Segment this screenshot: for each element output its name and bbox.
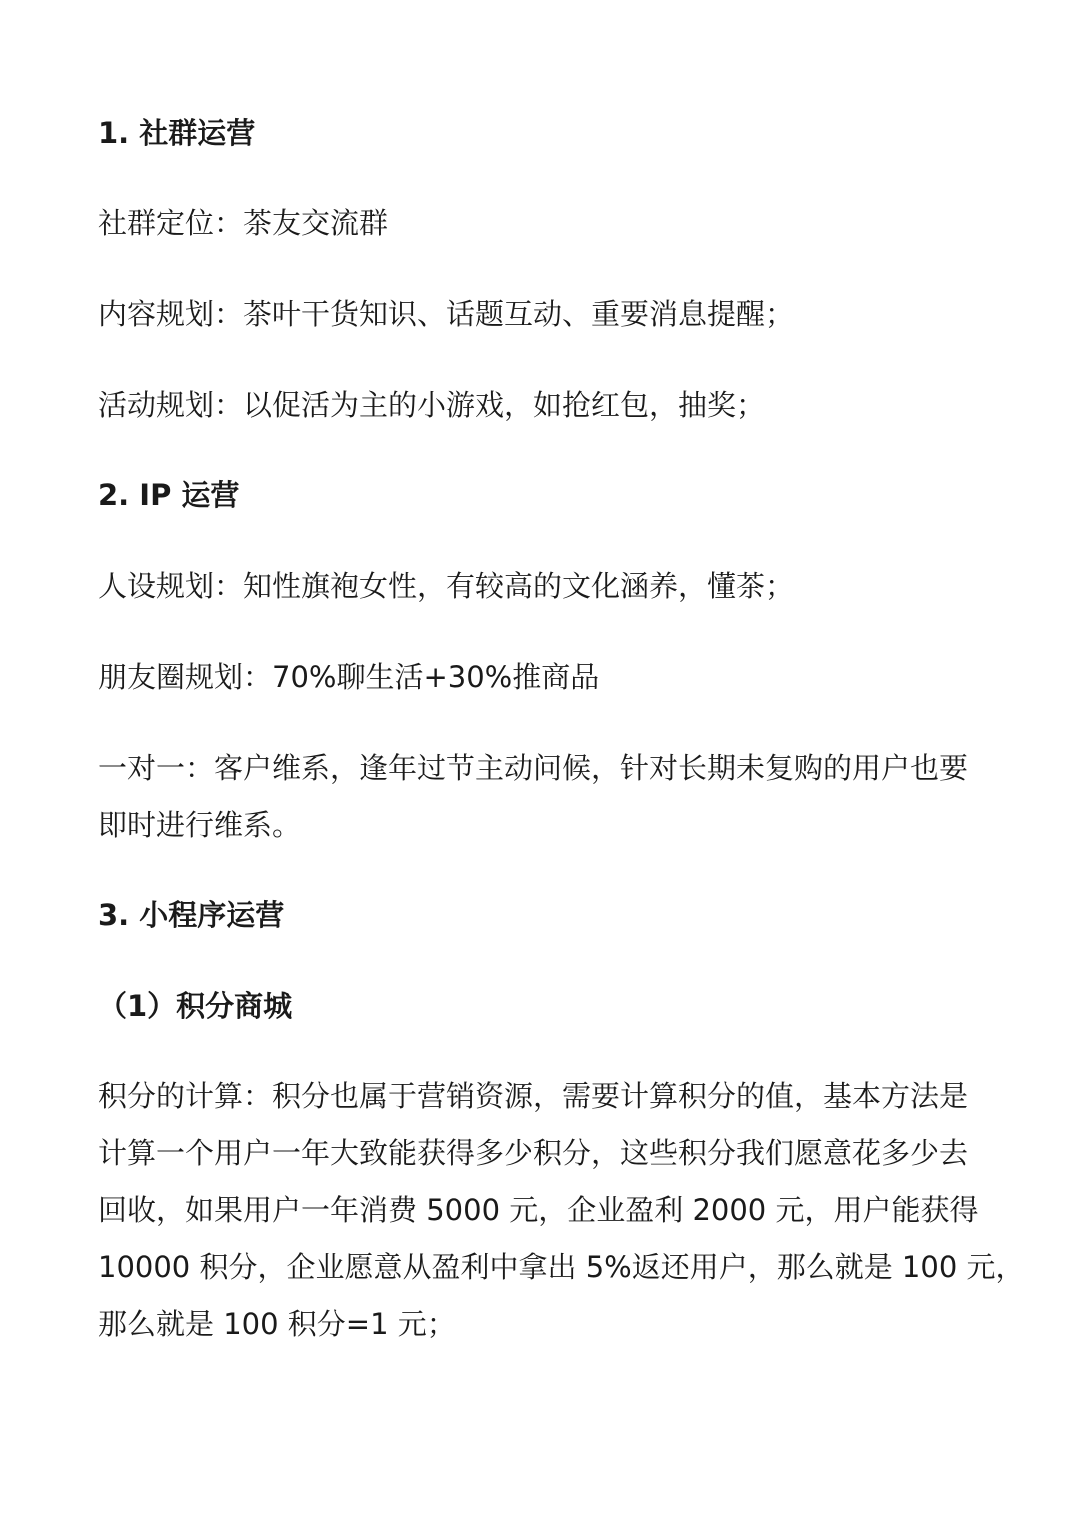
paragraph-points-calc-line4: 10000 积分，企业愿意从盈利中拿出 5%返还用户，那么就是 100 元，	[98, 1250, 1025, 1284]
paragraph-activity-planning: 活动规划：以促活为主的小游戏，如抢红包，抽奖；	[98, 388, 766, 422]
paragraph-points-calc-line1: 积分的计算：积分也属于营销资源，需要计算积分的值，基本方法是	[98, 1079, 969, 1113]
paragraph-community-positioning: 社群定位：茶友交流群	[98, 206, 389, 240]
paragraph-points-calc-line3: 回收，如果用户一年消费 5000 元，企业盈利 2000 元，用户能获得	[98, 1193, 979, 1227]
paragraph-moments-planning: 朋友圈规划：70%聊生活+30%推商品	[98, 660, 600, 694]
paragraph-persona-planning: 人设规划：知性旗袍女性，有较高的文化涵养，懂茶；	[98, 569, 795, 603]
paragraph-points-calc-line2: 计算一个用户一年大致能获得多少积分，这些积分我们愿意花多少去	[98, 1136, 969, 1170]
paragraph-content-planning: 内容规划：茶叶干货知识、话题互动、重要消息提醒；	[98, 297, 795, 331]
paragraph-one-on-one-line1: 一对一：客户维系，逢年过节主动问候，针对长期未复购的用户也要	[98, 751, 969, 785]
section-heading-community: 1. 社群运营	[98, 116, 256, 150]
section-heading-ip: 2. IP 运营	[98, 478, 240, 512]
paragraph-one-on-one-line2: 即时进行维系。	[98, 808, 302, 842]
section-heading-miniprogram: 3. 小程序运营	[98, 898, 285, 932]
subsection-heading-points-mall: （1）积分商城	[98, 989, 293, 1023]
paragraph-points-calc-line5: 那么就是 100 积分=1 元；	[98, 1307, 456, 1341]
